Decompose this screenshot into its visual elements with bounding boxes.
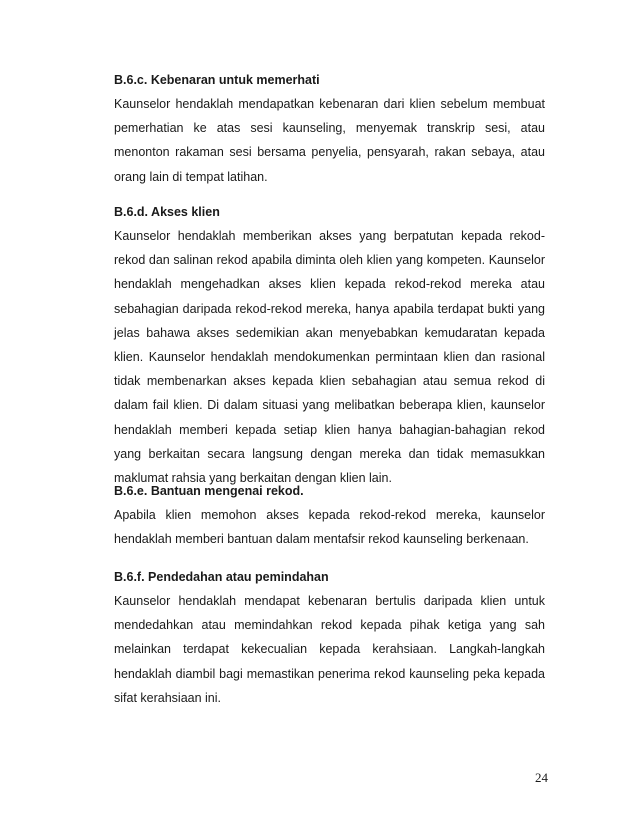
- paragraph-line: sifat kerahsiaan ini.: [114, 690, 222, 705]
- paragraph-line: melainkan terdapat kekecualian kepada kerahsiaan. Langkah-langkah: [114, 642, 545, 657]
- section-heading: B.6.e. Bantuan mengenai rekod.: [114, 484, 304, 498]
- paragraph-line: Apabila klien memohon akses kepada rekod-rekod mereka, kaunselor: [114, 508, 545, 522]
- paragraph-line: Kaunselor hendaklah mendapatkan kebenaran dari klien sebelum membuat: [114, 97, 545, 111]
- section-heading: B.6.f. Pendedahan atau pemindahan: [114, 570, 329, 584]
- paragraph-line: mendedahkan atau memindahkan rekod kepada pihak ketiga yang sah: [114, 618, 545, 633]
- paragraph-line: dalam fail klien. Di dalam situasi yang melibatkan beberapa klien, kaunselor: [114, 398, 545, 413]
- section-b6c: [114, 68, 545, 189]
- paragraph-line: jelas bahawa akses sedemikian akan menyebabkan kemudaratan kepada: [114, 325, 545, 340]
- paragraph-line: menonton rakaman sesi bersama penyelia, pensyarah, rakan sebaya, atau: [114, 145, 545, 160]
- paragraph-line: Kaunselor hendaklah mendapat kebenaran bertulis daripada klien untuk: [114, 594, 545, 608]
- section-b6e: [114, 479, 545, 551]
- paragraph-line: pemerhatian ke atas sesi kaunseling, menyemak transkrip sesi, atau: [114, 121, 545, 136]
- paragraph-line: hendaklah diambil bagi memastikan penerima rekod kaunseling peka kepada: [114, 666, 545, 681]
- section-b6d: [114, 200, 545, 490]
- paragraph-line: hendaklah mengehadkan akses klien kepada rekod-rekod mereka atau: [114, 277, 545, 292]
- paragraph-line: yang berkaitan secara langsung dengan mereka dan tidak memasukkan: [114, 446, 545, 461]
- paragraph-line: maklumat rahsia yang berkaitan dengan klien lain.: [114, 470, 392, 485]
- section-heading: B.6.d. Akses klien: [114, 205, 220, 219]
- paragraph-line: orang lain di tempat latihan.: [114, 169, 268, 184]
- page-number: 24: [535, 770, 548, 785]
- paragraph-line: rekod dan salinan rekod apabila diminta oleh klien yang kompeten. Kaunselor: [114, 253, 545, 268]
- section-heading: B.6.c. Kebenaran untuk memerhati: [114, 73, 320, 87]
- paragraph-line: sebahagian daripada rekod-rekod mereka, hanya apabila terdapat bukti yang: [114, 301, 545, 316]
- paragraph-line: klien. Kaunselor hendaklah mendokumenkan permintaan klien dan rasional: [114, 349, 545, 364]
- paragraph-line: hendaklah memberi kepada setiap klien hanya bahagian-bahagian rekod: [114, 422, 545, 437]
- paragraph-line: hendaklah memberi bantuan dalam mentafsir rekod kaunseling berkenaan.: [114, 532, 529, 547]
- paragraph-line: tidak membenarkan akses kepada klien sebahagian atau semua rekod di: [114, 374, 545, 389]
- section-b6f: [114, 565, 545, 710]
- paragraph-line: Kaunselor hendaklah memberikan akses yang berpatutan kepada rekod-: [114, 229, 545, 243]
